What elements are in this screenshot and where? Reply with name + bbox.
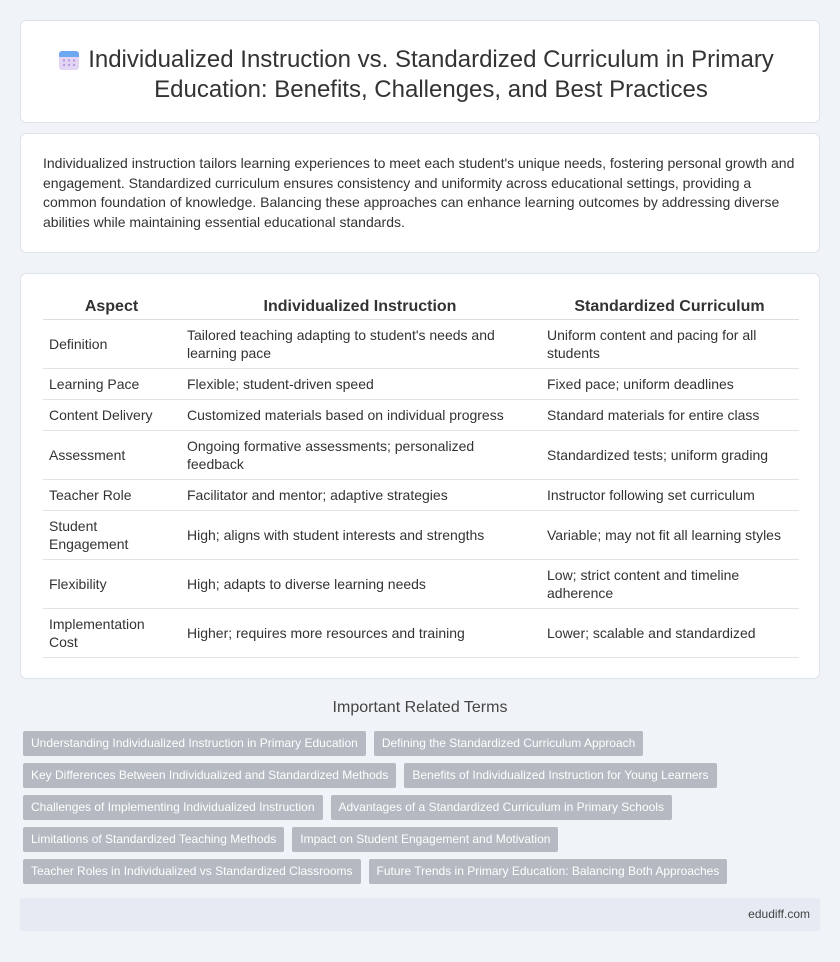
related-terms-heading: Important Related Terms — [332, 699, 508, 716]
table-cell: Variable; may not fit all learning styles — [540, 511, 799, 560]
table-row — [43, 400, 799, 431]
comparison-card — [20, 273, 820, 679]
intro-card — [20, 133, 820, 253]
table-cell: Learning Pace — [43, 369, 180, 400]
table-row — [43, 480, 799, 511]
table-row — [43, 609, 799, 658]
table-cell: Low; strict content and timeline adherence — [540, 560, 799, 609]
table-cell: Ongoing formative assessments; personalized feedback — [180, 431, 540, 480]
related-term-tag[interactable]: Advantages of a Standardized Curriculum in Primary Schools — [331, 795, 673, 820]
page-title: Individualized Instruction vs. Standardized Curriculum in Primary Education: Benefits, Challenges, and Best Practices — [88, 46, 774, 103]
table-cell: Implementation Cost — [43, 609, 180, 658]
column-header-aspect: Aspect — [43, 294, 180, 320]
related-term-tag[interactable]: Impact on Student Engagement and Motivation — [292, 827, 558, 852]
table-cell: Standardized tests; uniform grading — [540, 431, 799, 480]
table-row — [43, 369, 799, 400]
related-term-tag[interactable]: Limitations of Standardized Teaching Methods — [23, 827, 284, 852]
table-cell: Content Delivery — [43, 400, 180, 431]
table-header-row — [43, 294, 799, 320]
related-term-tag[interactable]: Benefits of Individualized Instruction for Young Learners — [404, 763, 716, 788]
column-header-standardized: Standardized Curriculum — [540, 294, 799, 320]
related-term-tag[interactable]: Challenges of Implementing Individualized Instruction — [23, 795, 323, 820]
related-term-tag[interactable]: Defining the Standardized Curriculum Approach — [374, 731, 643, 756]
intro-paragraph: Individualized instruction tailors learning experiences to meet each student's unique needs, fostering personal growth and engagement. Standardized curriculum ensures consistency and uniformity across educational settings, providing a common foundation of knowledge. Balancing these approaches can enhance learning outcomes by addressing diverse abilities while maintaining essential educational standards. — [43, 155, 795, 230]
table-cell: Facilitator and mentor; adaptive strategies — [180, 480, 540, 511]
table-row — [43, 320, 799, 369]
table-cell: Standard materials for entire class — [540, 400, 799, 431]
table-cell: Instructor following set curriculum — [540, 480, 799, 511]
table-cell: High; adapts to diverse learning needs — [180, 560, 540, 609]
table-cell: Fixed pace; uniform deadlines — [540, 369, 799, 400]
table-cell: Flexibility — [43, 560, 180, 609]
table-cell: Uniform content and pacing for all students — [540, 320, 799, 369]
comparison-table — [43, 294, 799, 658]
column-header-individualized: Individualized Instruction — [180, 294, 540, 320]
footer — [20, 898, 820, 931]
footer-site-link[interactable]: edudiff.com — [748, 907, 810, 921]
table-cell: Teacher Role — [43, 480, 180, 511]
table-cell: Definition — [43, 320, 180, 369]
header-card — [20, 20, 820, 123]
related-term-tag[interactable]: Key Differences Between Individualized and Standardized Methods — [23, 763, 396, 788]
table-row — [43, 560, 799, 609]
table-cell: Assessment — [43, 431, 180, 480]
table-cell: Lower; scalable and standardized — [540, 609, 799, 658]
table-cell: High; aligns with student interests and strengths — [180, 511, 540, 560]
table-row — [43, 431, 799, 480]
related-terms-list — [23, 731, 823, 891]
related-term-tag[interactable]: Teacher Roles in Individualized vs Standardized Classrooms — [23, 859, 361, 884]
table-cell: Student Engagement — [43, 511, 180, 560]
related-term-tag[interactable]: Understanding Individualized Instruction in Primary Education — [23, 731, 366, 756]
table-cell: Higher; requires more resources and training — [180, 609, 540, 658]
related-term-tag[interactable]: Future Trends in Primary Education: Balancing Both Approaches — [369, 859, 728, 884]
table-row — [43, 511, 799, 560]
table-cell: Customized materials based on individual progress — [180, 400, 540, 431]
table-cell: Tailored teaching adapting to student's needs and learning pace — [180, 320, 540, 369]
table-cell: Flexible; student-driven speed — [180, 369, 540, 400]
